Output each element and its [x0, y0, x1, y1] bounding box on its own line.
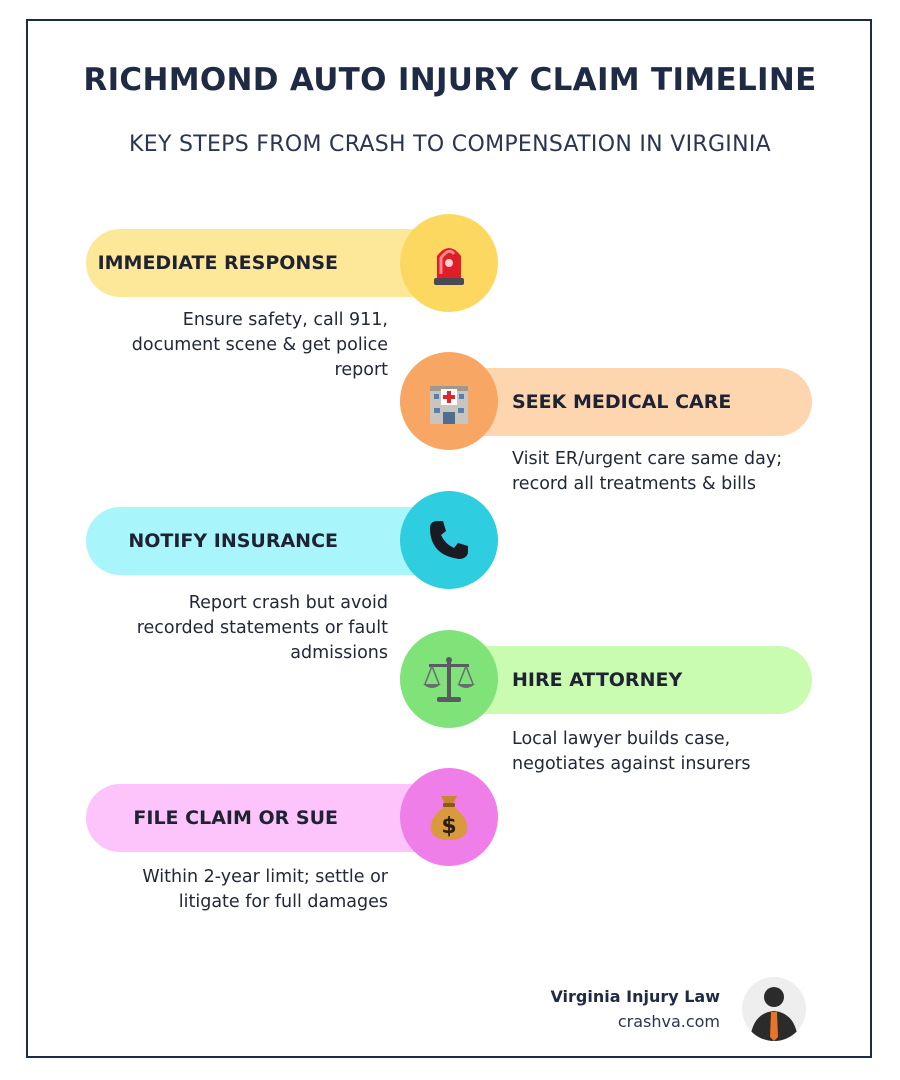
step-circle [400, 630, 498, 728]
step-circle [400, 214, 498, 312]
step-circle [400, 491, 498, 589]
step-circle [400, 352, 498, 450]
brand-name: Virginia Injury Law [550, 987, 720, 1006]
police-light-icon [426, 238, 472, 288]
step-pill-immediate-response [86, 229, 450, 297]
step-title: HIRE ATTORNEY [512, 669, 683, 691]
svg-text:$: $ [441, 814, 457, 839]
hospital-icon [424, 376, 474, 426]
step-pill-notify-insurance [86, 507, 450, 575]
step-circle [400, 768, 498, 866]
step-pill-file-claim-or-sue [86, 784, 450, 852]
telephone-icon [426, 517, 472, 563]
step-title: FILE CLAIM OR SUE [133, 807, 338, 829]
avatar [742, 977, 806, 1041]
brand-url[interactable]: crashva.com [617, 1012, 720, 1031]
step-description: Local lawyer builds case, negotiates against insurers [512, 729, 751, 774]
step-description: Visit ER/urgent care same day; record all treatments & bills [512, 449, 783, 494]
money-bag-icon [427, 792, 471, 842]
scales-icon [421, 654, 477, 704]
step-description: Within 2-year limit; settle or litigate for full damages [142, 867, 388, 912]
step-description: Report crash but avoid recorded statements or fault admissions [136, 593, 388, 663]
step-title: SEEK MEDICAL CARE [512, 391, 732, 413]
step-description: Ensure safety, call 911, document scene & get police report [131, 310, 388, 380]
step-title: NOTIFY INSURANCE [128, 530, 338, 552]
page-subtitle: KEY STEPS FROM CRASH TO COMPENSATION IN VIRGINIA [129, 132, 771, 157]
step-title: IMMEDIATE RESPONSE [97, 252, 338, 274]
page-title: RICHMOND AUTO INJURY CLAIM TIMELINE [83, 62, 817, 98]
lawyer-avatar-icon [742, 977, 806, 1041]
